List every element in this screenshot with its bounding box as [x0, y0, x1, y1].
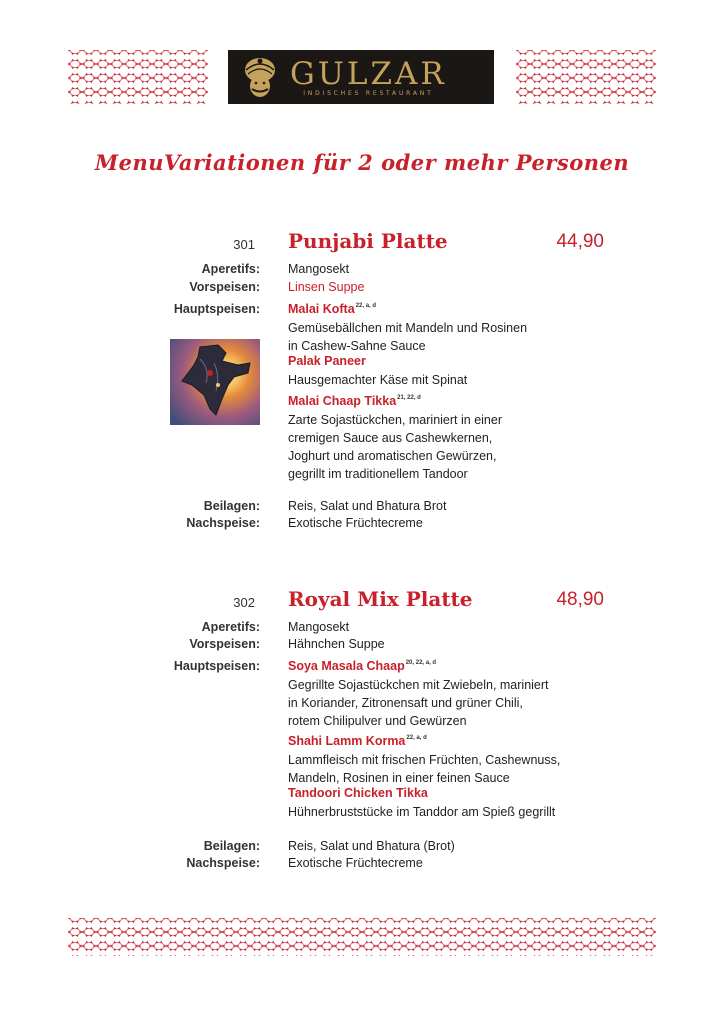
sides-label: Beilagen:: [203, 499, 260, 513]
starters-value: Hähnchen Suppe: [288, 637, 385, 651]
aperitifs-value: Mangosekt: [288, 262, 350, 276]
description-line: Lammfleisch mit frischen Früchten, Cashewnuss,: [288, 753, 561, 767]
mains-label: Hauptspeisen:: [173, 302, 260, 316]
allergen-codes: 22, a, d: [355, 303, 377, 309]
dessert-value: Exotische Früchtecreme: [288, 516, 423, 530]
aperitifs-label: Aperetifs:: [201, 620, 260, 634]
description-line: Hausgemachter Käse mit Spinat: [288, 373, 468, 387]
sides-value: Reis, Salat und Bhatura Brot: [288, 499, 447, 513]
description-line: Zarte Sojastückchen, mariniert in einer: [288, 413, 502, 427]
logo-subtitle: INDISCHES RESTAURANT: [303, 90, 434, 97]
main-dish-description: [288, 803, 555, 821]
description-line: Mandeln, Rosinen in einer feinen Sauce: [288, 771, 510, 785]
decorative-pattern-top-right: [516, 50, 656, 104]
main-dish-description: [288, 319, 527, 355]
starters-value: Linsen Suppe: [288, 280, 365, 294]
india-map-icon: [170, 339, 260, 425]
menu-title: Royal Mix Platte: [288, 587, 473, 611]
main-dish-label: Malai Kofta: [288, 302, 355, 316]
main-dish-description: [288, 371, 467, 389]
logo-name: GULZAR: [290, 56, 447, 92]
main-dish-label: Soya Masala Chaap: [288, 659, 405, 673]
starters-label: Vorspeisen:: [189, 280, 260, 294]
allergen-codes: 20, 22, a, d: [405, 660, 437, 666]
main-dish-label: Malai Chaap Tikka: [288, 394, 397, 408]
sides-label: Beilagen:: [203, 839, 260, 853]
menu-price: 48,90: [556, 589, 604, 610]
main-dish-name: [288, 734, 427, 748]
menu-title: Punjabi Platte: [288, 229, 448, 253]
dessert-label: Nachspeise:: [186, 516, 260, 530]
main-dish-label: Shahi Lamm Korma: [288, 734, 406, 748]
main-dish-description: [288, 411, 502, 483]
main-dish-label: Palak Paneer: [288, 354, 366, 368]
menu-number: 302: [233, 595, 255, 610]
india-map-artwork: [170, 339, 260, 425]
main-dish-name: [288, 786, 428, 800]
decorative-pattern-top-left: [68, 50, 208, 104]
main-dish-name: [288, 354, 366, 368]
main-dish-name: [288, 394, 421, 408]
dessert-value: Exotische Früchtecreme: [288, 856, 423, 870]
menu-number: 301: [233, 237, 255, 252]
turban-emblem-icon: [236, 52, 284, 102]
main-dish-label: Tandoori Chicken Tikka: [288, 786, 428, 800]
aperitifs-value: Mangosekt: [288, 620, 350, 634]
restaurant-logo: [228, 50, 494, 104]
menu-price: 44,90: [556, 231, 604, 252]
description-line: rotem Chilipulver und Gewürzen: [288, 714, 467, 728]
dessert-label: Nachspeise:: [186, 856, 260, 870]
decorative-pattern-bottom: [68, 918, 656, 956]
description-line: Gemüsebällchen mit Mandeln und Rosinen: [288, 321, 528, 335]
description-line: cremigen Sauce aus Cashewkernen,: [288, 431, 493, 445]
description-line: in Koriander, Zitronensaft und grüner Chili,: [288, 696, 523, 710]
main-dish-description: [288, 751, 560, 787]
mains-label: Hauptspeisen:: [173, 659, 260, 673]
allergen-codes: 21, 22, d: [397, 395, 421, 401]
sides-value: Reis, Salat und Bhatura (Brot): [288, 839, 455, 853]
description-line: gegrillt im traditionellem Tandoor: [288, 467, 468, 481]
description-line: Joghurt und aromatischen Gewürzen,: [288, 449, 497, 463]
description-line: in Cashew-Sahne Sauce: [288, 339, 426, 353]
allergen-codes: 22, a, d: [406, 735, 427, 741]
description-line: Gegrillte Sojastückchen mit Zwiebeln, mariniert: [288, 678, 549, 692]
main-dish-name: [288, 302, 376, 316]
page-title: MenuVariationen für 2 oder mehr Personen: [94, 150, 630, 175]
main-dish-description: [288, 676, 549, 730]
aperitifs-label: Aperetifs:: [201, 262, 260, 276]
main-dish-name: [288, 659, 436, 673]
starters-label: Vorspeisen:: [189, 637, 260, 651]
description-line: Hühnerbruststücke im Tanddor am Spieß gegrillt: [288, 805, 556, 819]
